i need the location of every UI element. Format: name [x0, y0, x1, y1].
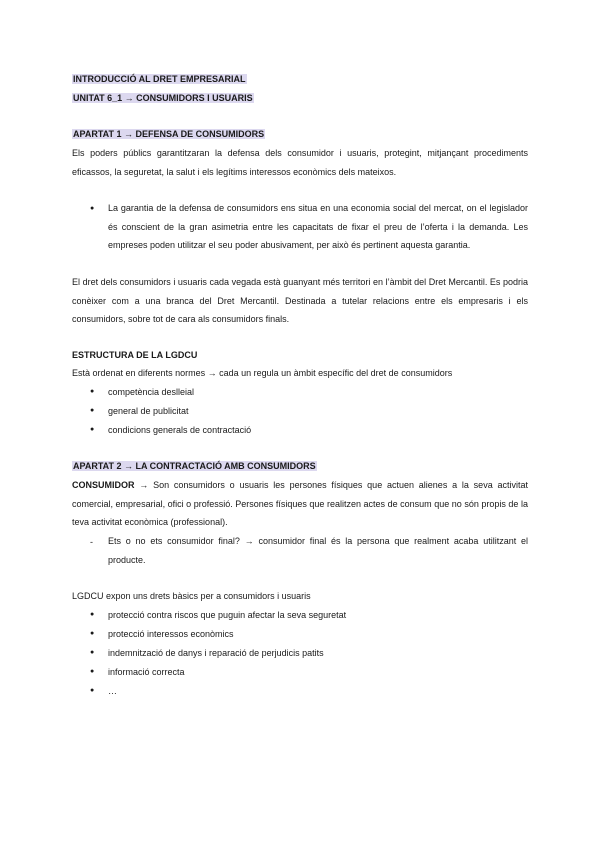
- bullet-icon: ●: [90, 388, 95, 395]
- apartat1-heading: APARTAT 1 → DEFENSA DE CONSUMIDORS: [73, 129, 265, 139]
- bullet-icon: ●: [90, 426, 95, 433]
- consumidor-definition-text: → Son consumidors o usuaris les persones físiques que actuen alienes a la seva activitat comercial, empresarial, ofici o professió. Persones físiques que realitzen actes de consum que no són propis de la teva activitat econòmica (professional).: [72, 480, 528, 527]
- bullet-icon: ●: [90, 687, 95, 694]
- apartat2-dash-item: Ets o no ets consumidor final? → consumidor final és la persona que realment acaba utilitzant el producte.: [108, 536, 528, 565]
- apartat1-paragraph: El dret dels consumidors i usuaris cada vegada està guanyant més territori en l’àmbit del Dret Mercantil. Es podria conèixer com a una branca del Dret Mercantil. Destinada a tutelar relacions entre els empresaris i els consumidors, sobre tot de cara als consumidors finals.: [72, 277, 528, 324]
- list-item: condicions generals de contractació: [108, 425, 252, 435]
- list-item: informació correcta: [108, 667, 185, 677]
- dash-icon: -: [90, 537, 93, 547]
- estructura-intro: Està ordenat en diferents normes → cada un regula un àmbit específic del dret de consumidors: [72, 368, 453, 378]
- bullet-icon: ●: [90, 611, 95, 618]
- bullet-icon: ●: [90, 407, 95, 414]
- unit-title: UNITAT 6_1 → CONSUMIDORS I USUARIS: [73, 93, 253, 103]
- estructura-heading: ESTRUCTURA DE LA LGDCU: [72, 350, 198, 360]
- bullet-icon: ●: [90, 205, 95, 212]
- bullet-icon: ●: [90, 630, 95, 637]
- list-item: general de publicitat: [108, 406, 189, 416]
- apartat1-bullet-text: La garantia de la defensa de consumidors ens situa en una economia social del mercat, on el legislador és conscient de la gran asimetria entre les capacitats de fixar el preu de l’oferta i la demanda. Les empreses poden utilitzar el seu poder abusivament, per això és pertinent aquesta garantia.: [108, 203, 528, 250]
- bullet-icon: ●: [90, 649, 95, 656]
- apartat2-definition: [72, 476, 528, 532]
- list-item: protecció contra riscos que puguin afectar la seva seguretat: [108, 610, 347, 620]
- list-item: competència deslleial: [108, 387, 195, 397]
- doc-title: INTRODUCCIÓ AL DRET EMPRESARIAL: [73, 74, 246, 84]
- list-item: indemnització de danys i reparació de perjudicis patits: [108, 648, 324, 658]
- consumidor-term: CONSUMIDOR: [72, 480, 135, 490]
- list-item: …: [108, 686, 117, 696]
- bullet-icon: ●: [90, 668, 95, 675]
- apartat2-heading: APARTAT 2 → LA CONTRACTACIÓ AMB CONSUMIDORS: [73, 461, 316, 471]
- drets-intro: LGDCU expon uns drets bàsics per a consumidors i usuaris: [72, 591, 311, 601]
- apartat1-intro: Els poders públics garantitzaran la defensa dels consumidor i usuaris, protegint, mitjançant procediments eficassos, la seguretat, la salut i els legítims interessos econòmics dels mateixos.: [72, 148, 528, 177]
- list-item: protecció interessos econòmics: [108, 629, 234, 639]
